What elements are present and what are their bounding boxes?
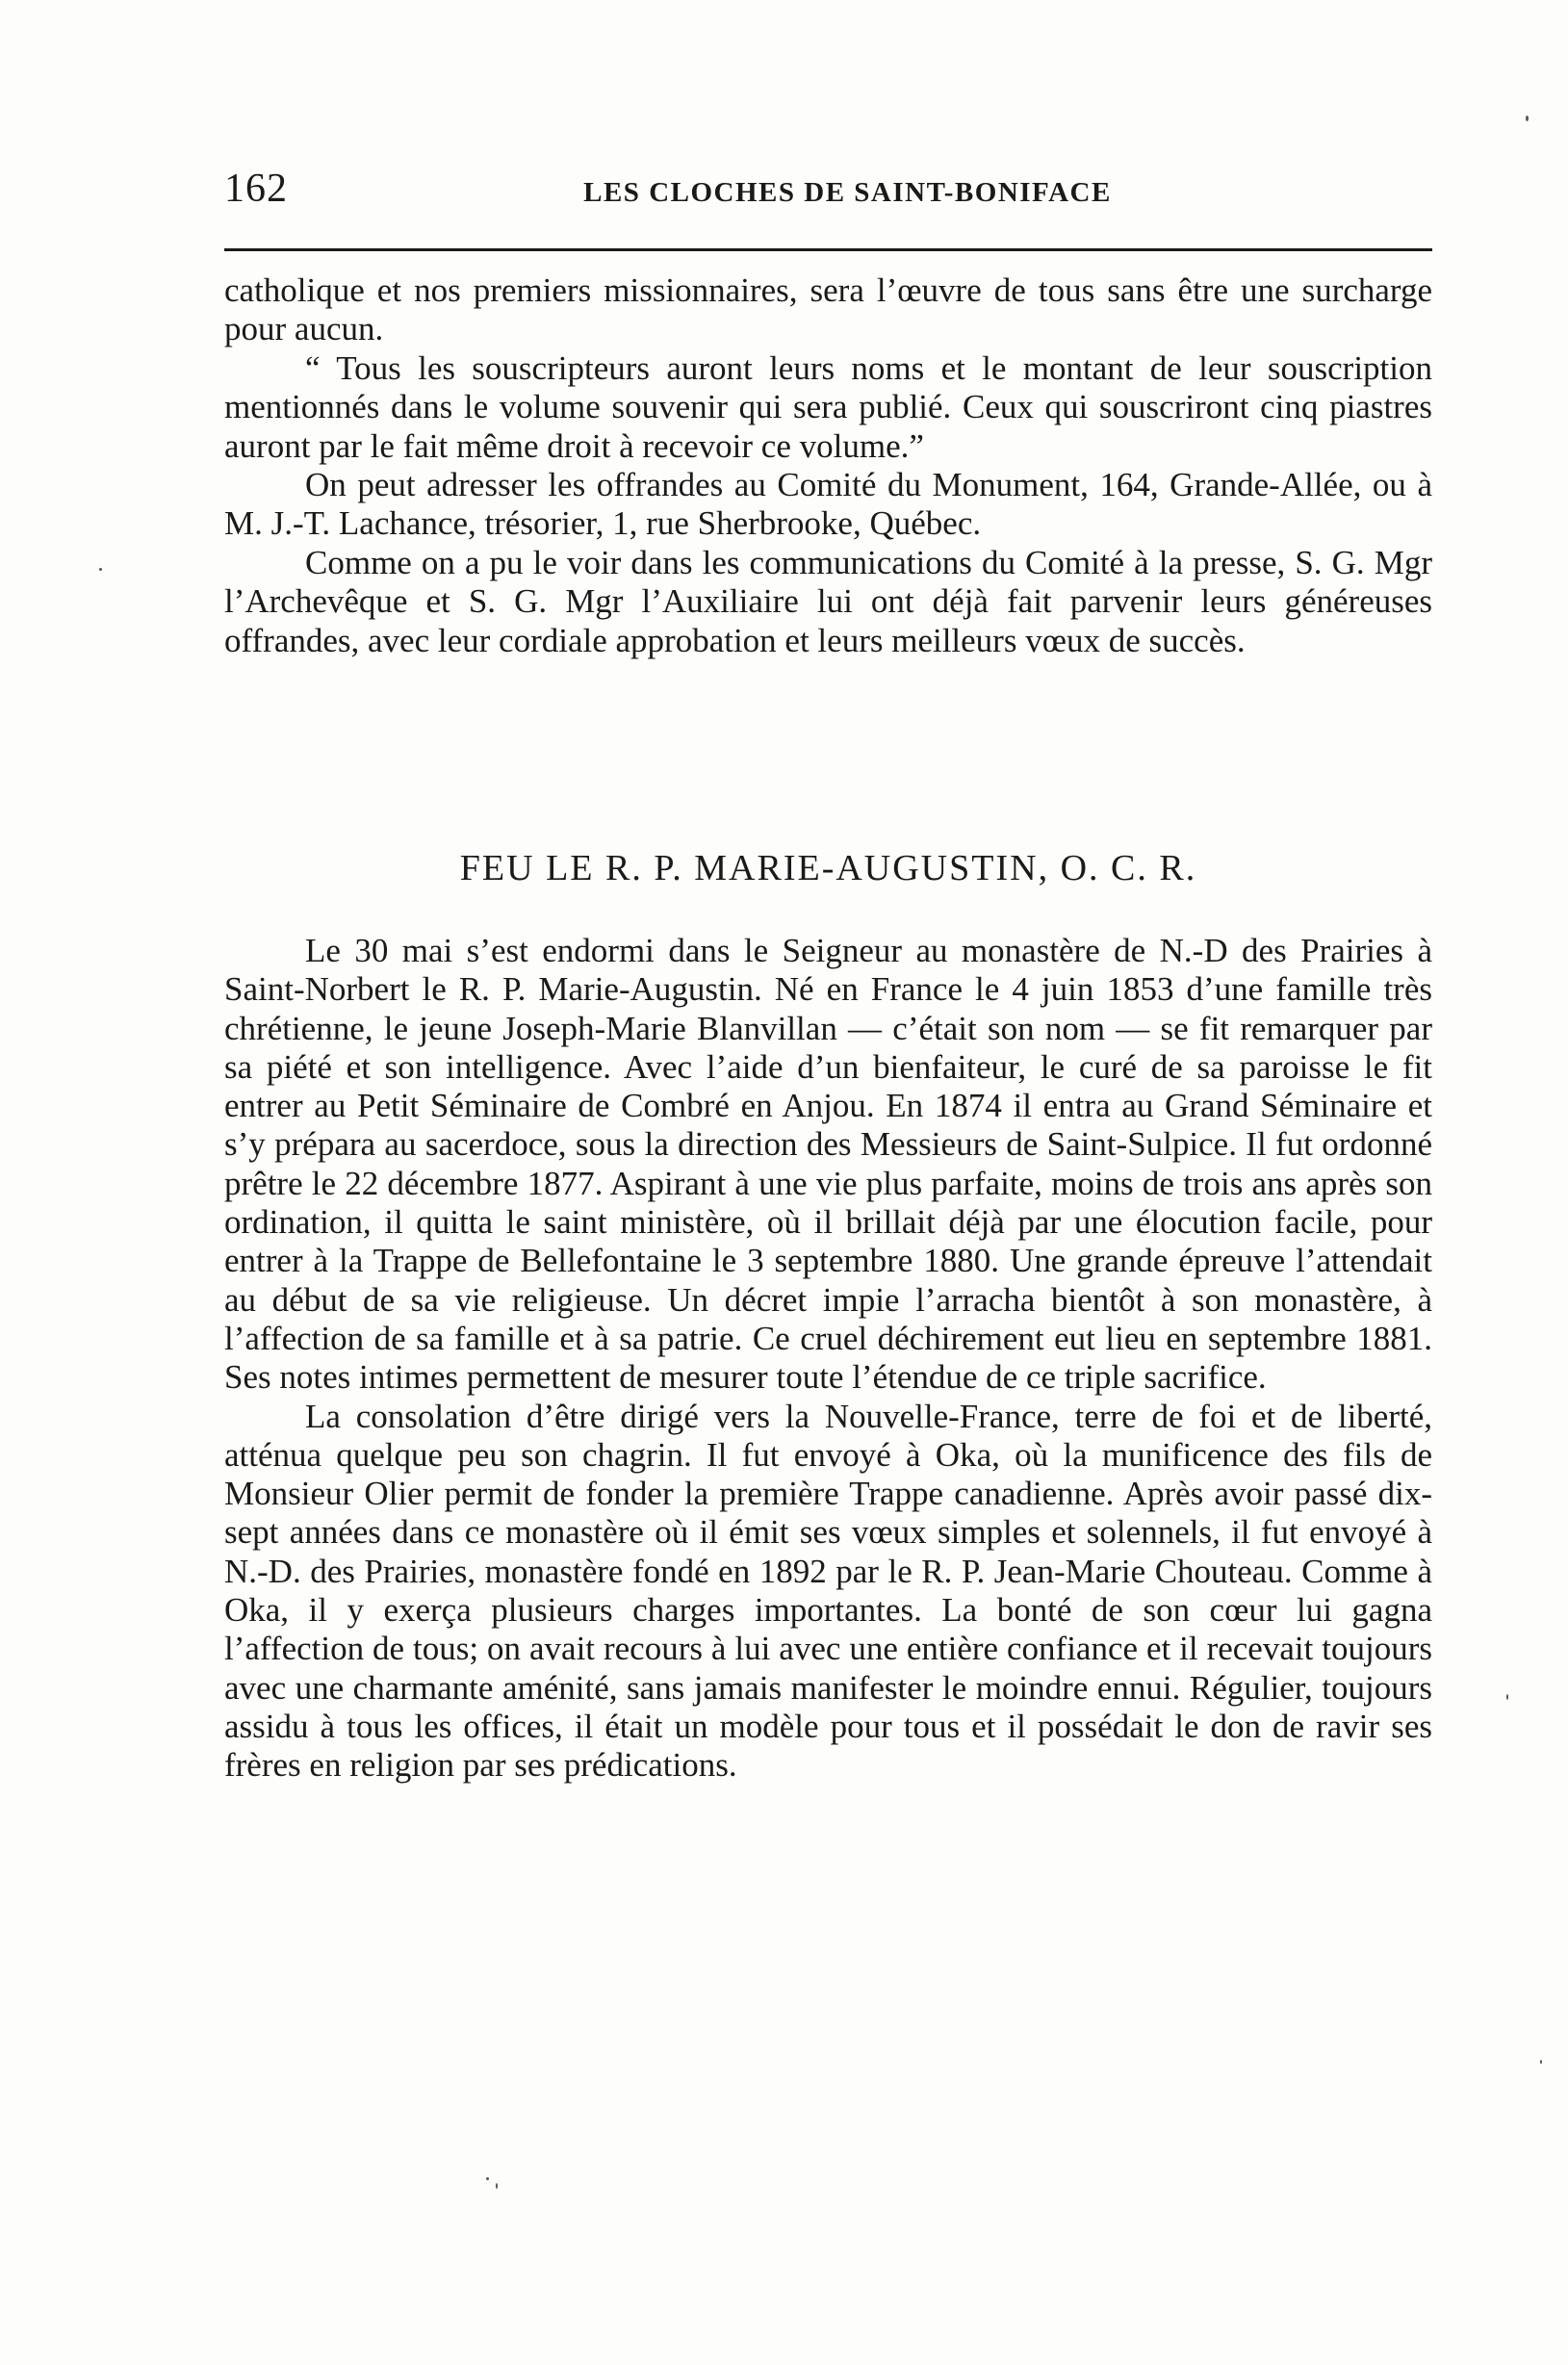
section-text-block <box>224 932 1432 1786</box>
paragraph: La consolation d’être dirigé vers la Nouvelle-France, terre de foi et de liberté, atténua quelque peu son chagrin. Il fut envoyé à Oka, où la munificence des fils de Monsieur Olier permit de fonder la première Trappe canadienne. Après avoir passé dix-sept années dans ce monastère où il émit ses vœux simples et solennels, il fut envoyé à N.-D. des Prairies, monastère fondé en 1892 par le R. P. Jean-Marie Chouteau. Comme à Oka, il y exerça plusieurs charges importantes. La bonté de son cœur lui gagna l’affection de tous; on avait recours à lui avec une entière confiance et il recevait toujours avec une charmante aménité, sans jamais manifester le moindre ennui. Régulier, toujours assidu à tous les offices, il était un modèle pour tous et il possédait le don de ravir ses frères en religion par ses prédications. <box>224 1397 1432 1785</box>
scan-speck <box>1526 116 1529 121</box>
top-text-block <box>224 271 1432 660</box>
paragraph: On peut adresser les offrandes au Comité du Monument, 164, Grande-Allée, ou à M. J.-T. Lachance, trésorier, 1, rue Sherbrooke, Québec. <box>224 466 1432 543</box>
page-number: 162 <box>224 167 288 211</box>
page-header <box>224 156 1432 214</box>
paragraph: Comme on a pu le voir dans les communications du Comité à la presse, S. G. Mgr l’Archevêque et S. G. Mgr l’Auxiliaire lui ont déjà fait parvenir leurs généreuses offrandes, avec leur cordiale approbation et leurs meilleurs vœux de succès. <box>224 543 1432 659</box>
scan-speck <box>1506 1694 1508 1700</box>
paragraph: Le 30 mai s’est endormi dans le Seigneur au monastère de N.-D des Prairies à Saint-Norbert le R. P. Marie-Augustin. Né en France le 4 juin 1853 d’une famille très chrétienne, le jeune Joseph-Marie Blanvillan — c’était son nom — se fit remarquer par sa piété et son intelligence. Avec l’aide d’un bienfaiteur, le curé de sa paroisse le fit entrer au Petit Séminaire de Combré en Anjou. En 1874 il entra au Grand Séminaire et s’y prépara au sacerdoce, sous la direction des Messieurs de Saint-Sulpice. Il fut ordonné prêtre le 22 décembre 1877. Aspirant à une vie plus parfaite, moins de trois ans après son ordination, il quitta le saint ministère, où il brillait déjà par une élocution facile, pour entrer à la Trappe de Bellefontaine le 3 septembre 1880. Une grande épreuve l’attendait au début de sa vie religieuse. Un décret impie l’arracha bientôt à son monastère, à l’affection de sa famille et à sa patrie. Ce cruel déchirement eut lieu en septembre 1881. Ses notes intimes permettent de mesurer toute l’étendue de ce triple sacrifice. <box>224 932 1432 1397</box>
header-rule <box>224 248 1432 251</box>
scan-speck <box>99 568 102 571</box>
scan-speck <box>1540 2060 1542 2064</box>
paragraph: “ Tous les souscripteurs auront leurs noms et le montant de leur souscription mentionnés dans le volume souvenir qui sera publié. Ceux qui souscriront cinq piastres auront par le fait même droit à recevoir ce volume.” <box>224 348 1432 465</box>
scan-speck <box>496 2183 498 2189</box>
running-title: LES CLOCHES DE SAINT-BONIFACE <box>583 177 1112 208</box>
section-heading: FEU LE R. P. MARIE-AUGUSTIN, O. C. R. <box>459 848 1197 888</box>
scan-speck <box>486 2177 489 2180</box>
paragraph: catholique et nos premiers missionnaires, sera l’œuvre de tous sans être une surcharge pour aucun. <box>224 271 1432 348</box>
